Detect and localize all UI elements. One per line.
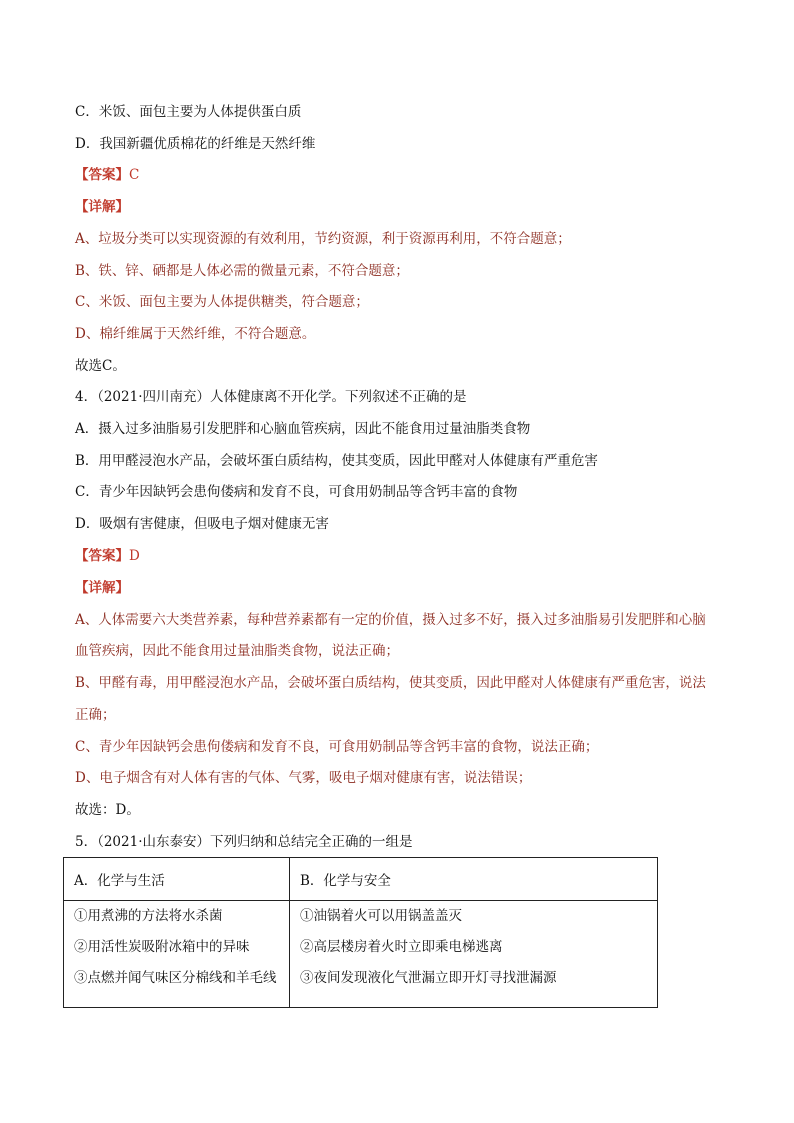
- q4-answer: [75, 546, 140, 566]
- q4-detail-tag: 【详解】: [75, 580, 129, 596]
- table-cell-b: [290, 901, 658, 1008]
- list-item: ①油锅着火可以用锅盖盖灭: [300, 908, 462, 924]
- q4-option-b: B．用甲醛浸泡水产品，会破坏蛋白质结构，使其变质，因此甲醛对人体健康有严重危害: [75, 453, 598, 469]
- answer-tag: 【答案】: [75, 167, 129, 183]
- q3-option-c: C．米饭、面包主要为人体提供蛋白质: [75, 104, 302, 120]
- q3-conclusion: 故选C。: [75, 358, 126, 374]
- q3-explanation-c: C、米饭、面包主要为人体提供糖类，符合题意；: [75, 294, 369, 310]
- q4-option-a: A．摄入过多油脂易引发肥胖和心脑血管疾病，因此不能食用过量油脂类食物: [75, 421, 531, 437]
- q3-explanation-b: B、铁、锌、硒都是人体必需的微量元素，不符合题意；: [75, 263, 409, 279]
- q3-option-d: D．我国新疆优质棉花的纤维是天然纤维: [75, 136, 316, 152]
- q3-detail-tag: 【详解】: [75, 199, 129, 215]
- list-item: ②高层楼房着火时立即乘电梯逃离: [300, 939, 503, 955]
- q5-stem: 5．（2021·山东泰安）下列归纳和总结完全正确的一组是: [75, 834, 413, 850]
- q4-explanation-a-2: 血管疾病，因此不能食用过量油脂类食物，说法正确；: [75, 643, 399, 659]
- table-cell-a: [64, 901, 290, 1008]
- q3-answer: [75, 165, 139, 185]
- q3-explanation-d: D、棉纤维属于天然纤维，不符合题意。: [75, 326, 316, 342]
- answer-tag: 【答案】: [75, 548, 129, 564]
- q5-options-table: [63, 857, 658, 1008]
- list-item: ①用煮沸的方法将水杀菌: [74, 908, 223, 924]
- table-header-b: B．化学与安全: [290, 858, 658, 901]
- table-header-a: A．化学与生活: [64, 858, 290, 901]
- list-item: ③点燃并闻气味区分棉线和羊毛线: [74, 970, 277, 986]
- q4-explanation-d: D、电子烟含有对人体有害的气体、气雾，吸电子烟对健康有害，说法错误；: [75, 770, 532, 786]
- list-item: ②用活性炭吸附冰箱中的异味: [74, 939, 250, 955]
- q3-explanation-a: A、垃圾分类可以实现资源的有效利用，节约资源，利于资源再利用，不符合题意；: [75, 231, 571, 247]
- q4-stem: 4．（2021·四川南充）人体健康离不开化学。下列叙述不正确的是: [75, 389, 467, 405]
- q4-option-c: C．青少年因缺钙会患佝偻病和发育不良，可食用奶制品等含钙丰富的食物: [75, 484, 518, 500]
- q4-explanation-a-1: A、人体需要六大类营养素，每种营养素都有一定的价值，摄入过多不好，摄入过多油脂易引发肥胖和心脑: [75, 612, 706, 628]
- answer-value: D: [129, 548, 140, 564]
- table-row: [64, 901, 658, 1008]
- q4-conclusion: 故选：D。: [75, 802, 140, 818]
- q4-explanation-c: C、青少年因缺钙会患佝偻病和发育不良，可食用奶制品等含钙丰富的食物，说法正确；: [75, 739, 599, 755]
- answer-value: C: [129, 167, 140, 183]
- list-item: ③夜间发现液化气泄漏立即开灯寻找泄漏源: [300, 970, 557, 986]
- q4-explanation-b-2: 正确；: [75, 707, 116, 723]
- q4-explanation-b-1: B、甲醛有毒，用甲醛浸泡水产品，会破坏蛋白质结构，使其变质，因此甲醛对人体健康有严重危害，说法: [75, 675, 706, 691]
- table-header-row: [64, 858, 658, 901]
- q4-option-d: D．吸烟有害健康，但吸电子烟对健康无害: [75, 516, 329, 532]
